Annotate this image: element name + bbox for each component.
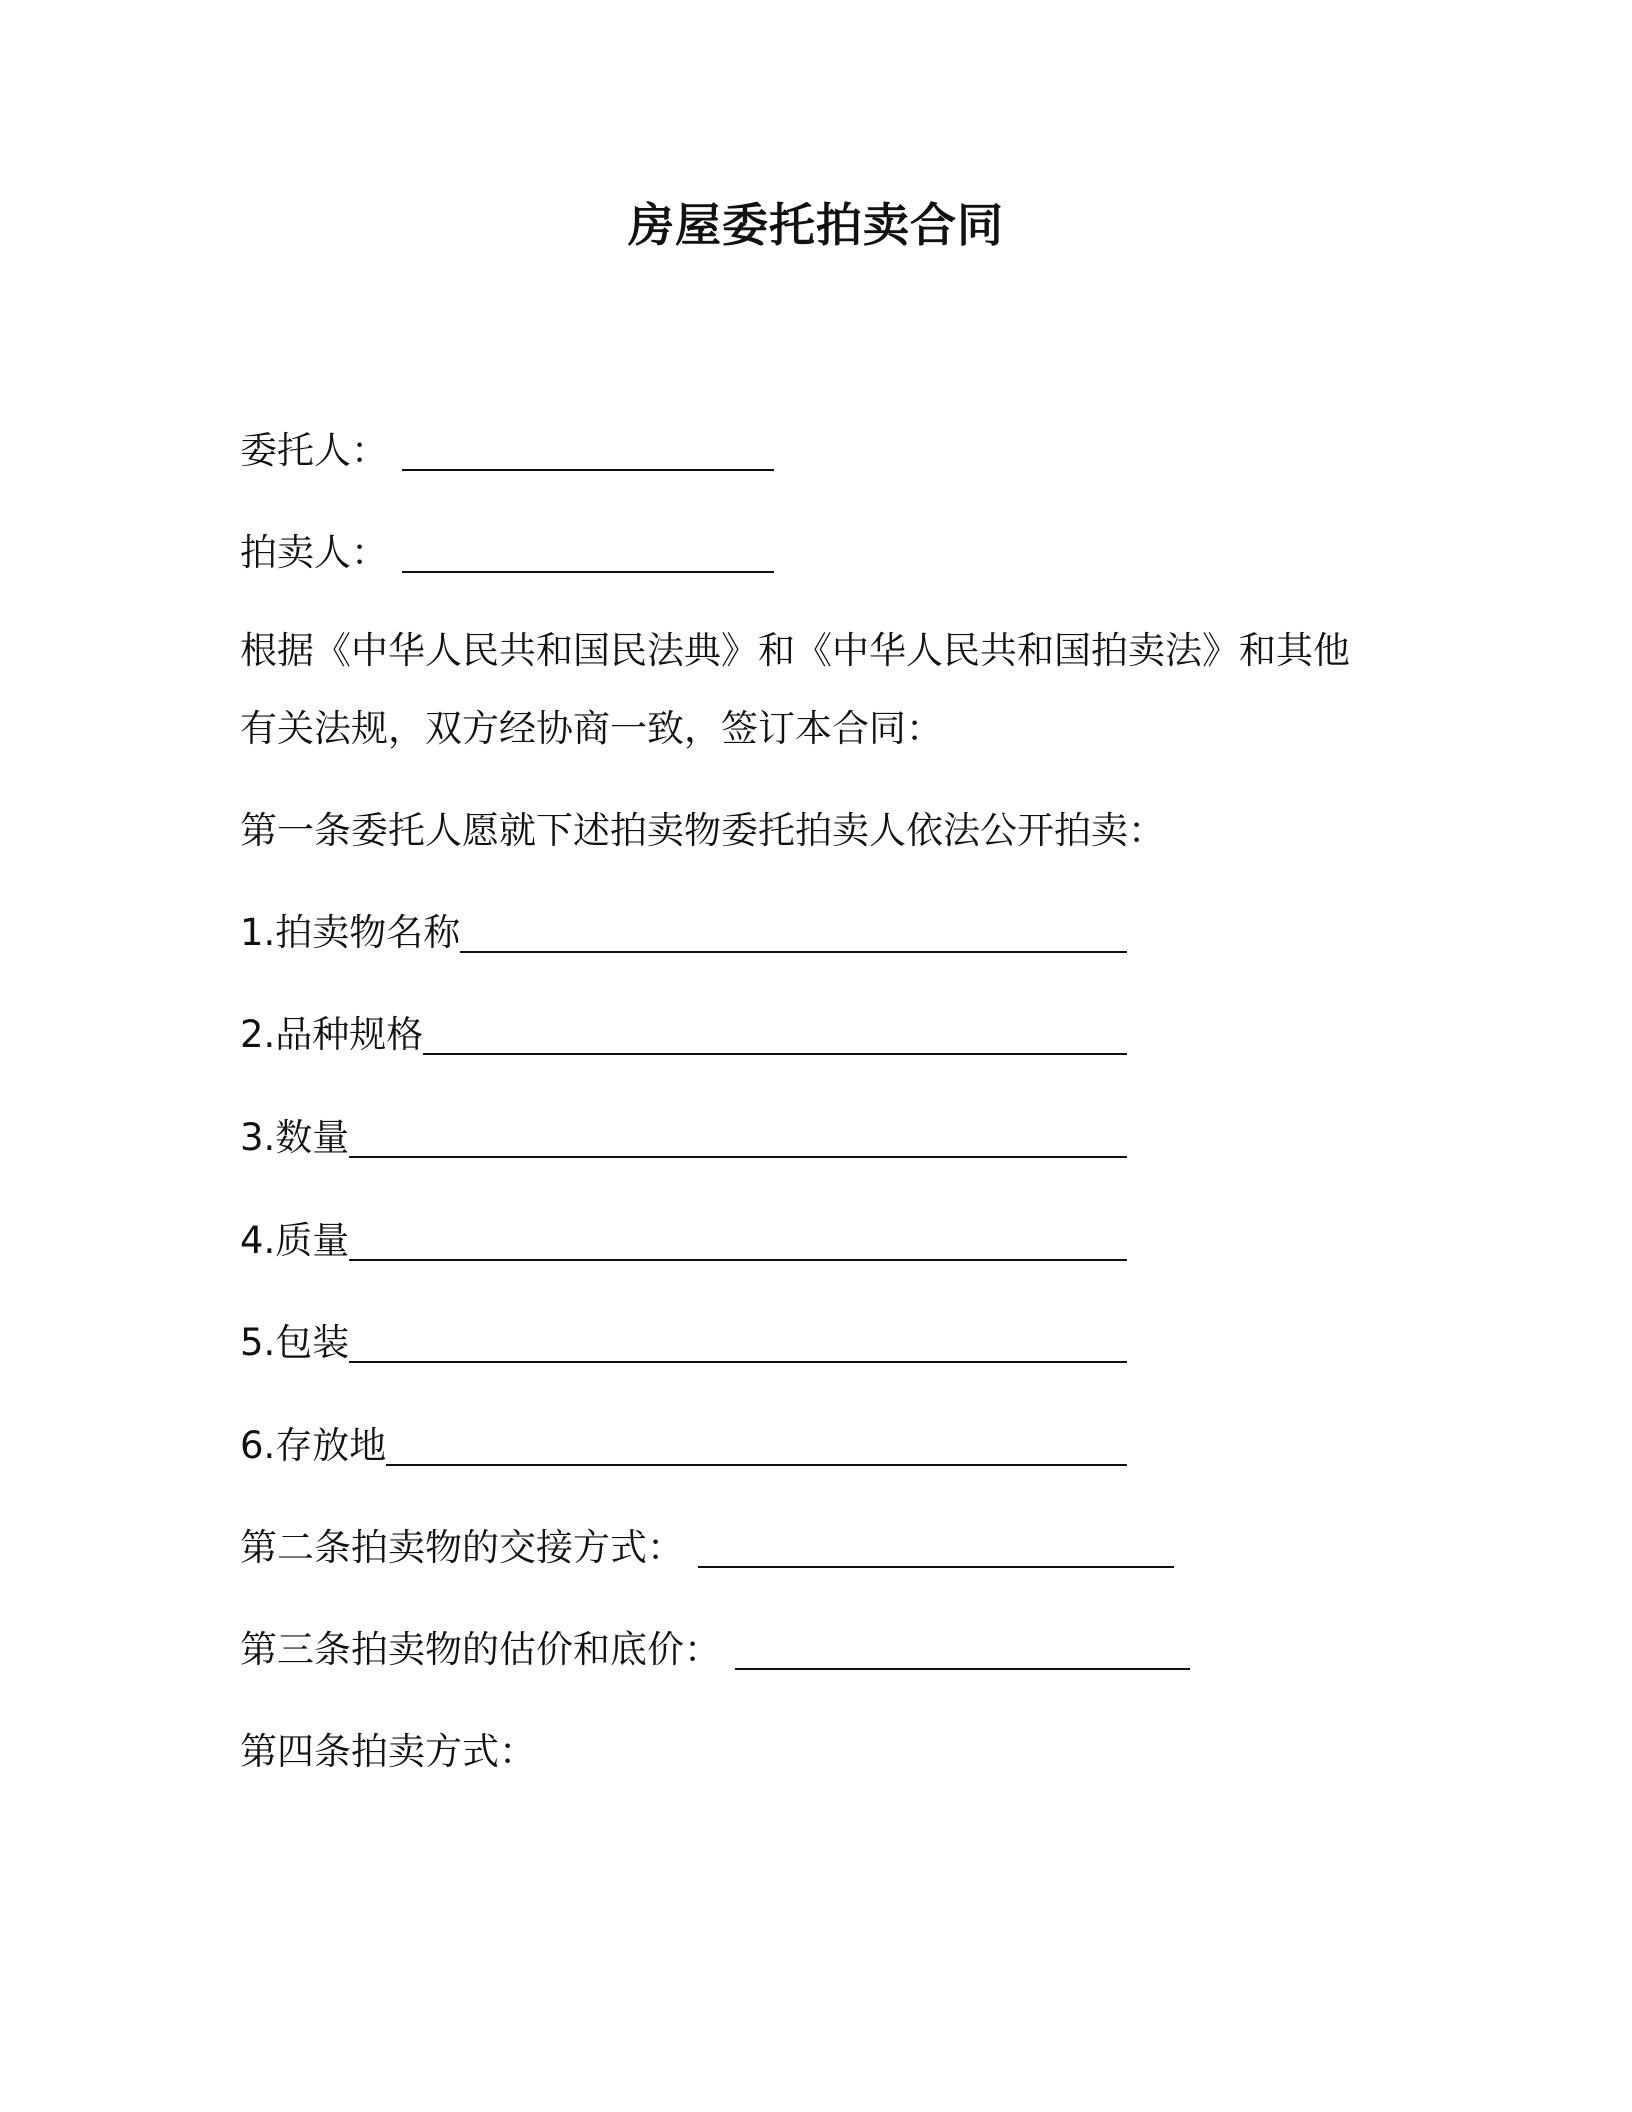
article-4-line [240, 1726, 536, 1778]
article-3-line [240, 1624, 1190, 1676]
item-storage-line [240, 1420, 1127, 1472]
auctioneer-line [240, 527, 774, 579]
item-spec-blank[interactable] [423, 1013, 1127, 1055]
item-packaging-blank[interactable] [349, 1321, 1127, 1363]
item-quality-line [240, 1215, 1127, 1267]
article-4-label: 第四条拍卖方式： [240, 1730, 536, 1773]
item-packaging-label: 5.包装 [240, 1321, 350, 1364]
item-name-blank[interactable] [460, 911, 1127, 953]
item-quality-label: 4.质量 [240, 1219, 350, 1262]
preamble-text-1: 根据《中华人民共和国民法典》和《中华人民共和国拍卖法》和其他 [240, 629, 1350, 672]
preamble-text-2: 有关法规，双方经协商一致，签订本合同： [240, 707, 943, 750]
article-2-line [240, 1522, 1174, 1574]
item-name-line [240, 907, 1127, 959]
item-packaging-line [240, 1317, 1127, 1369]
item-storage-blank[interactable] [386, 1424, 1127, 1466]
auctioneer-blank[interactable] [402, 531, 774, 573]
item-spec-label: 2.品种规格 [240, 1013, 424, 1056]
article-1-heading [240, 805, 1165, 857]
consignor-blank[interactable] [402, 429, 774, 471]
item-quantity-blank[interactable] [349, 1116, 1127, 1158]
item-quality-blank[interactable] [349, 1219, 1127, 1261]
article-2-label: 第二条拍卖物的交接方式： [240, 1526, 684, 1569]
article-3-label: 第三条拍卖物的估价和底价： [240, 1628, 721, 1671]
document-title: 房屋委托拍卖合同 [628, 198, 1004, 252]
article-1-text: 第一条委托人愿就下述拍卖物委托拍卖人依法公开拍卖： [240, 809, 1165, 852]
preamble-line-2 [240, 703, 943, 755]
item-storage-label: 6.存放地 [240, 1424, 387, 1467]
item-quantity-label: 3.数量 [240, 1116, 350, 1159]
item-quantity-line [240, 1112, 1127, 1164]
article-2-blank[interactable] [698, 1526, 1174, 1568]
auctioneer-label: 拍卖人： [240, 531, 388, 574]
article-3-blank[interactable] [735, 1628, 1190, 1670]
consignor-label: 委托人： [240, 429, 388, 472]
consignor-line [240, 425, 774, 477]
item-name-label: 1.拍卖物名称 [240, 911, 461, 954]
item-spec-line [240, 1009, 1127, 1061]
preamble-line-1 [240, 625, 1350, 677]
